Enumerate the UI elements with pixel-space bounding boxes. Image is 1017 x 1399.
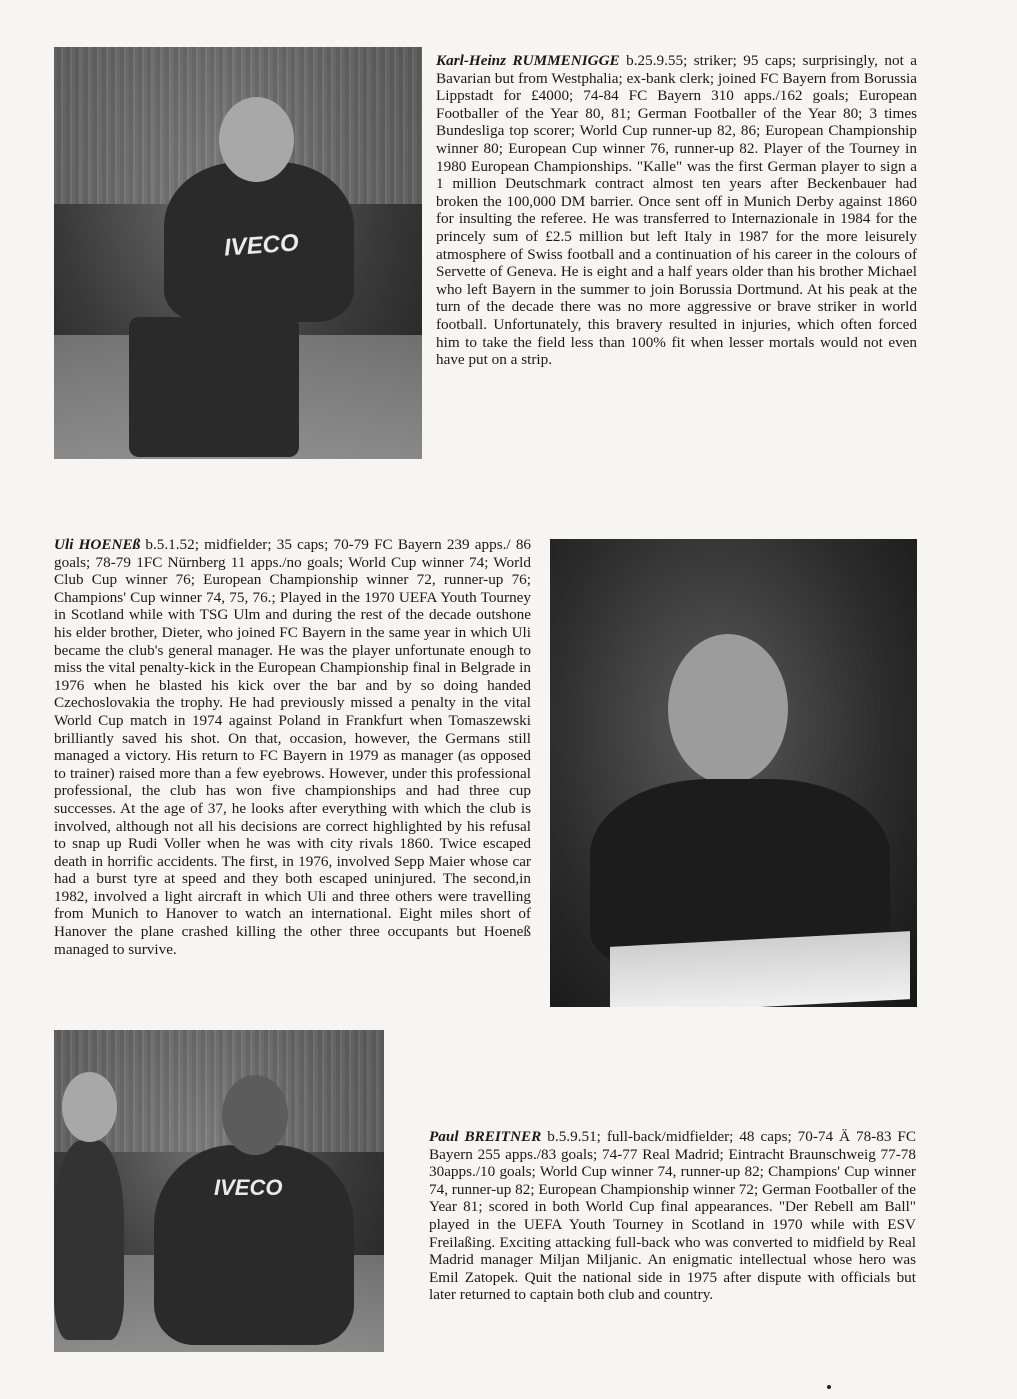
shirt-sponsor: IVECO bbox=[214, 1175, 283, 1200]
player-head bbox=[222, 1075, 288, 1155]
hoeness-bio bbox=[54, 536, 531, 958]
shirt-sponsor: IVECO bbox=[223, 229, 300, 262]
player-bio-text: b.25.9.55; striker; 95 caps; surprisingly, not a Bavarian but from Westphalia; ex-bank clerk; joined FC Bayern from Borussia Lippstadt for £4000; 74-84 FC Bayern 310 apps./162 goals; European Footballer of the Year 80, 81; German Footballer of the Year 80; 3 times Bundesliga top scorer; World Cup runner-up 82, 86; European Championship winner 80; European Cup winner 76, runner-up 82. Player of the Tourney in 1980 European Championships. "Kalle" was the first German player to sign a 1 million Deutschmark contract almost ten years after Beckenbauer had broken the 100,000 DM barrier. Once sent off in Munich Derby against 1860 for insulting the referee. He was transferred to Internazionale in 1984 for the princely sum of £2.5 million but left Italy in 1987 for the more leisurely atmosphere of Swiss football and a continuation of his career in the colours of Servette of Geneva. He is eight and a half years older than his brother Michael who left Bayern in the summer to join Borussia Dortmund. At his peak at the turn of the decade there was no more aggressive or brave striker in world football. Unfortunately, this bravery resulted in injuries, which often forced him to take the field less than 100% fit when lesser mortals would not even have put on a strip. bbox=[436, 52, 917, 369]
player-head bbox=[219, 97, 294, 182]
player-name: Karl-Heinz RUMMENIGGE bbox=[436, 52, 620, 69]
player-bio-text: b.5.1.52; midfielder; 35 caps; 70-79 FC Bayern 239 apps./ 86 goals; 78-79 1FC Nürnberg 11 apps./no goals; World Cup winner 74; World Club Cup winner 76; European Championship winner 72, runner-up 76; Champions' Cup winner 74, 75, 76.; Played in the 1970 UEFA Youth Tourney in Scotland while with TSG Ulm and during the rest of the decade outshone his elder brother, Dieter, who joined FC Bayern in the same year in which Uli became the club's general manager. He was the player unfortunate enough to miss the vital penalty-kick in the European Championship final in Belgrade in 1976 when he blasted his kick over the bar and by so doing handed Czechoslovakia the trophy. He had previously missed a penalty in the vital World Cup match in 1974 against Poland in Frankfurt when Tomaszewski brilliantly saved his shot. On that, occasion, however, the Germans still managed a victory. His return to FC Bayern in 1979 as manager (as opposed to trainer) raised more than a few eyebrows. However, under this professional professional, the club has won five championships and had three cup successes. At the age of 37, he looks after everything with which the club is involved, although not all his decisions are correct highlighted by his refusal to snap up Rudi Voller when he was with city rivals 1860. Twice escaped death in horrific accidents. The first, in 1976, involved Sepp Maier whose car had a burst tyre at speed and they both escaped uninjured. The second,in 1982, involved a light aircraft in which Uli and three others were travelling from Munich to Hanover to watch an international. Eight miles short of Hanover the plane crashed killing the other three occupants but Hoeneß managed to survive. bbox=[54, 536, 532, 958]
player-name: Uli HOENEß bbox=[54, 536, 141, 553]
player-bio-text: b.5.9.51; full-back/midfielder; 48 caps; 70-74 Ä 78-83 FC Bayern 255 apps./83 goals; 74-77 Real Madrid; Eintracht Braunschweig 77-78 30apps./10 goals; World Cup winner 74, runner-up 82; Champions' Cup winner 74, runner-up 82; European Championship winner 72; German Footballer of the Year 81; scored in both World Cup final appearances. "Der Rebell am Ball" played in the UEFA Youth Tourney in Scotland in 1970 while with ESV Freilaßing. Exciting attacking full-back who was converted to midfield by Real Madrid manager Miljan Miljanic. An enigmatic intellectual whose hero was Emil Zatopek. Quit the national side in 1975 after dispute with officials but later returned to captain both club and country. bbox=[429, 1128, 917, 1304]
breitner-photo bbox=[54, 1030, 384, 1352]
player-legs bbox=[129, 317, 299, 457]
rummenigge-photo bbox=[54, 47, 422, 459]
hoeness-photo bbox=[550, 539, 917, 1007]
page-mark bbox=[827, 1385, 831, 1389]
breitner-bio bbox=[429, 1128, 916, 1304]
player-name: Paul BREITNER bbox=[429, 1128, 542, 1145]
teammate-head bbox=[62, 1072, 117, 1142]
teammate-figure bbox=[54, 1140, 124, 1340]
person-head bbox=[668, 634, 788, 784]
rummenigge-bio bbox=[436, 52, 917, 369]
